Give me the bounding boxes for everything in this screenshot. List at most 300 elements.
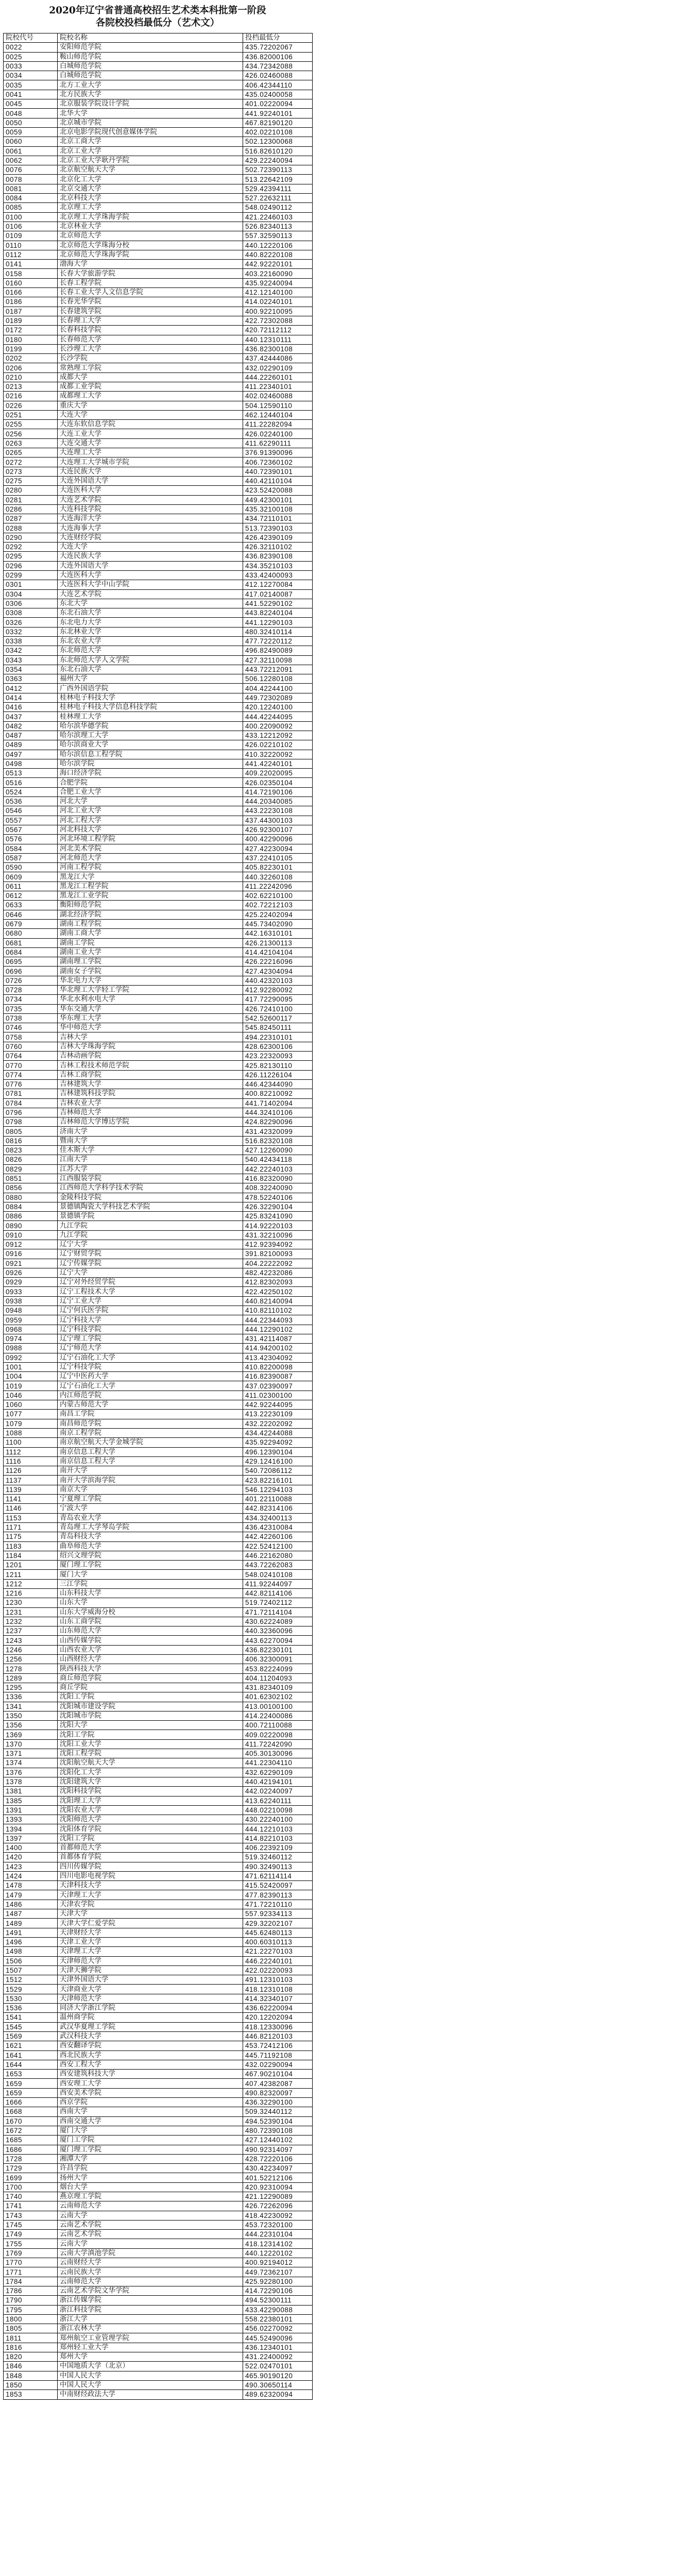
school-name-cell: 浙江传媒学院 (58, 2296, 243, 2305)
min-score-cell: 423.22320093 (243, 1052, 313, 1061)
table-row (4, 1541, 313, 1551)
school-code-cell: 1077 (4, 1410, 58, 1419)
table-row (4, 1353, 313, 1362)
min-score-cell: 444.32410106 (243, 1108, 313, 1117)
school-name-cell: 山东师范大学 (58, 1626, 243, 1636)
table-row (4, 1645, 313, 1654)
min-score-cell: 425.92280100 (243, 2277, 313, 2286)
school-code-cell: 1079 (4, 1419, 58, 1428)
school-code-cell: 1668 (4, 2107, 58, 2116)
min-score-cell: 443.82240104 (243, 608, 313, 618)
table-row (4, 684, 313, 693)
school-name-cell: 首都师范大学 (58, 1843, 243, 1853)
school-name-cell: 沈阳城市学院 (58, 1711, 243, 1720)
min-score-cell: 426.11226104 (243, 1070, 313, 1079)
school-name-cell: 南京信息工程大学 (58, 1456, 243, 1466)
min-score-cell: 427.42230094 (243, 844, 313, 853)
table-row (4, 2230, 313, 2239)
school-name-cell: 大连大学 (58, 543, 243, 552)
min-score-cell: 400.22090092 (243, 721, 313, 731)
min-score-cell: 453.82224099 (243, 1664, 313, 1673)
min-score-cell: 435.92240094 (243, 278, 313, 287)
school-name-cell: 首都体育学院 (58, 1853, 243, 1862)
school-name-cell: 大连医科大学中山学院 (58, 580, 243, 589)
table-row (4, 2277, 313, 2286)
table-row (4, 288, 313, 297)
page-title: 2020年辽宁省普通高校招生艺术类本科批第一阶段 (49, 5, 266, 16)
school-code-cell: 1393 (4, 1815, 58, 1824)
min-score-cell: 407.42382087 (243, 2079, 313, 2088)
min-score-cell: 482.42232086 (243, 1268, 313, 1277)
table-row (4, 1004, 313, 1013)
table-row (4, 1202, 313, 1211)
table-row (4, 1325, 313, 1334)
school-code-cell: 1212 (4, 1579, 58, 1588)
school-name-cell: 北京服装学院设计学院 (58, 99, 243, 109)
table-row (4, 1692, 313, 1702)
table-row (4, 467, 313, 476)
table-row (4, 1607, 313, 1617)
school-name-cell: 三江学院 (58, 1579, 243, 1588)
min-score-cell: 411.22340101 (243, 382, 313, 391)
table-row (4, 1079, 313, 1089)
min-score-cell: 426.92300107 (243, 825, 313, 834)
table-row (4, 589, 313, 599)
school-name-cell: 南京航空航天大学金城学院 (58, 1438, 243, 1447)
school-code-cell: 0992 (4, 1353, 58, 1362)
school-name-cell: 四川电影电视学院 (58, 1871, 243, 1880)
table-row (4, 1466, 313, 1476)
table-row (4, 1843, 313, 1853)
school-name-cell: 哈尔滨华德学院 (58, 721, 243, 731)
school-code-cell: 1256 (4, 1655, 58, 1664)
school-name-cell: 北京理工大学珠海学院 (58, 212, 243, 222)
table-row (4, 1730, 313, 1739)
table-row (4, 1655, 313, 1664)
min-score-cell: 471.62114114 (243, 1871, 313, 1880)
table-row (4, 1570, 313, 1579)
min-score-cell: 522.02470101 (243, 2362, 313, 2371)
table-row (4, 2164, 313, 2173)
table-row (4, 80, 313, 90)
school-code-cell: 0265 (4, 448, 58, 457)
school-code-cell: 0342 (4, 646, 58, 655)
min-score-cell: 426.42390109 (243, 533, 313, 542)
min-score-cell: 557.32590113 (243, 231, 313, 241)
min-score-cell: 490.92314097 (243, 2145, 313, 2154)
min-score-cell: 402.62210100 (243, 891, 313, 901)
school-code-cell: 1672 (4, 2126, 58, 2135)
min-score-cell: 416.82320090 (243, 1174, 313, 1183)
school-code-cell: 1394 (4, 1824, 58, 1834)
school-code-cell: 0172 (4, 326, 58, 335)
min-score-cell: 494.52390104 (243, 2116, 313, 2126)
min-score-cell: 409.02220098 (243, 1730, 313, 1739)
table-row (4, 2305, 313, 2314)
table-row (4, 1410, 313, 1419)
school-name-cell: 吉林大学 (58, 1032, 243, 1042)
school-name-cell: 辽宁科技大学 (58, 1315, 243, 1325)
school-name-cell: 东北石油大学 (58, 608, 243, 618)
table-row (4, 2013, 313, 2022)
school-code-cell: 0776 (4, 1079, 58, 1089)
school-name-cell: 吉林动画学院 (58, 1052, 243, 1061)
table-row (4, 2239, 313, 2248)
school-name-cell: 大连理工大学城市学院 (58, 457, 243, 467)
table-row (4, 486, 313, 495)
table-row (4, 1985, 313, 1994)
min-score-cell: 467.82190120 (243, 118, 313, 127)
min-score-cell: 431.22400092 (243, 2352, 313, 2362)
table-row (4, 1456, 313, 1466)
school-name-cell: 哈尔滨商业大学 (58, 740, 243, 750)
table-row (4, 570, 313, 580)
school-name-cell: 景德镇陶瓷大学科技艺术学院 (58, 1202, 243, 1211)
table-row (4, 1447, 313, 1456)
school-name-cell: 商丘师范学院 (58, 1673, 243, 1683)
school-name-cell: 北华大学 (58, 109, 243, 118)
min-score-cell: 406.72360102 (243, 457, 313, 467)
table-row (4, 1117, 313, 1127)
school-name-cell: 沈阳工程学院 (58, 1749, 243, 1758)
school-code-cell: 1729 (4, 2164, 58, 2173)
table-row (4, 1824, 313, 1834)
min-score-cell: 444.42244095 (243, 712, 313, 721)
school-code-cell: 0272 (4, 457, 58, 467)
min-score-cell: 434.32400113 (243, 1513, 313, 1522)
table-row (4, 1070, 313, 1079)
min-score-cell: 413.00100100 (243, 1702, 313, 1711)
table-row (4, 1739, 313, 1749)
school-code-cell: 0251 (4, 410, 58, 419)
school-name-cell: 辽宁理工学院 (58, 1334, 243, 1343)
table-row (4, 1136, 313, 1145)
min-score-cell: 519.32460112 (243, 1853, 313, 1862)
school-name-cell: 吉林工商学院 (58, 1070, 243, 1079)
table-row (4, 806, 313, 816)
school-code-cell: 0273 (4, 467, 58, 476)
table-row (4, 1532, 313, 1541)
table-row (4, 1334, 313, 1343)
min-score-cell: 453.72320100 (243, 2220, 313, 2229)
min-score-cell: 443.22230108 (243, 806, 313, 816)
school-name-cell: 北京工商大学 (58, 137, 243, 146)
table-row (4, 1296, 313, 1306)
school-name-cell: 大连理工大学 (58, 448, 243, 457)
school-code-cell: 1784 (4, 2277, 58, 2286)
school-name-cell: 景德镇学院 (58, 1212, 243, 1221)
min-score-cell: 434.72342088 (243, 61, 313, 71)
table-row (4, 1588, 313, 1598)
school-code-cell: 1743 (4, 2211, 58, 2220)
school-code-cell: 1146 (4, 1504, 58, 1513)
table-row (4, 552, 313, 561)
school-name-cell: 大连医科大学 (58, 486, 243, 495)
school-code-cell: 1641 (4, 2050, 58, 2060)
min-score-cell: 406.22392109 (243, 1843, 313, 1853)
table-row (4, 109, 313, 118)
table-row (4, 1344, 313, 1353)
school-code-cell: 0189 (4, 316, 58, 325)
school-name-cell: 天津理工大学 (58, 1890, 243, 1900)
min-score-cell: 444.12290102 (243, 1325, 313, 1334)
school-name-cell: 长沙学院 (58, 354, 243, 363)
min-score-cell: 529.42394111 (243, 184, 313, 193)
min-score-cell: 443.72212091 (243, 665, 313, 674)
school-code-cell: 1376 (4, 1768, 58, 1777)
table-row (4, 2258, 313, 2267)
min-score-cell: 526.82340113 (243, 222, 313, 231)
table-row (4, 2211, 313, 2220)
school-code-cell: 1139 (4, 1485, 58, 1494)
school-name-cell: 桂林电子科技大学信息科技学院 (58, 703, 243, 712)
school-name-cell: 河北美术学院 (58, 844, 243, 853)
school-code-cell: 0680 (4, 929, 58, 938)
school-code-cell: 1644 (4, 2060, 58, 2069)
min-score-cell: 425.83241090 (243, 1212, 313, 1221)
min-score-cell: 420.12202094 (243, 2013, 313, 2022)
school-code-cell: 1400 (4, 1843, 58, 1853)
table-row (4, 194, 313, 203)
table-row (4, 165, 313, 175)
school-code-cell: 1137 (4, 1476, 58, 1485)
school-name-cell: 吉林师范大学博达学院 (58, 1117, 243, 1127)
table-row (4, 2286, 313, 2295)
school-code-cell: 0758 (4, 1032, 58, 1042)
school-name-cell: 长春师范大学 (58, 335, 243, 344)
school-name-cell: 沈阳理工大学 (58, 1796, 243, 1805)
school-code-cell: 0684 (4, 947, 58, 957)
school-name-cell: 合肥工业大学 (58, 787, 243, 796)
min-score-cell: 376.91390096 (243, 448, 313, 457)
school-code-cell: 1820 (4, 2352, 58, 2362)
school-name-cell: 大连交通大学 (58, 438, 243, 448)
school-code-cell: 1141 (4, 1495, 58, 1504)
column-header-score: 投档最低分 (243, 33, 313, 43)
min-score-cell: 444.22260101 (243, 372, 313, 382)
school-name-cell: 浙江科技学院 (58, 2305, 243, 2314)
school-code-cell: 1420 (4, 1853, 58, 1862)
table-row (4, 175, 313, 184)
school-name-cell: 湖南工业大学 (58, 947, 243, 957)
school-name-cell: 北京工业大学 (58, 146, 243, 156)
school-code-cell: 0735 (4, 1004, 58, 1013)
min-score-cell: 414.22400086 (243, 1711, 313, 1720)
min-score-cell: 426.32290104 (243, 1202, 313, 1211)
school-code-cell: 0202 (4, 354, 58, 363)
school-code-cell: 0299 (4, 570, 58, 580)
school-name-cell: 云南艺术学院 (58, 2230, 243, 2239)
table-row (4, 1890, 313, 1900)
school-code-cell: 0929 (4, 1278, 58, 1287)
min-score-cell: 440.72390101 (243, 467, 313, 476)
school-code-cell: 0774 (4, 1070, 58, 1079)
min-score-cell: 491.12310103 (243, 1975, 313, 1985)
min-score-cell: 414.82210103 (243, 1834, 313, 1843)
min-score-cell: 431.42114087 (243, 1334, 313, 1343)
table-row (4, 2004, 313, 2013)
school-name-cell: 曲阜师范大学 (58, 1541, 243, 1551)
school-code-cell: 0166 (4, 288, 58, 297)
school-code-cell: 0584 (4, 844, 58, 853)
school-code-cell: 0280 (4, 486, 58, 495)
min-score-cell: 400.60310113 (243, 1937, 313, 1946)
school-code-cell: 0536 (4, 797, 58, 806)
min-score-cell: 426.72262096 (243, 2201, 313, 2211)
min-score-cell: 426.02460088 (243, 71, 313, 80)
school-code-cell: 1512 (4, 1975, 58, 1985)
min-score-cell: 429.22240094 (243, 156, 313, 165)
min-score-cell: 496.12390104 (243, 1447, 313, 1456)
min-score-cell: 412.12140100 (243, 288, 313, 297)
school-name-cell: 沈阳工学院 (58, 1834, 243, 1843)
school-name-cell: 南昌师范学院 (58, 1419, 243, 1428)
min-score-cell: 403.22160090 (243, 269, 313, 278)
table-row (4, 2098, 313, 2107)
school-code-cell: 1088 (4, 1428, 58, 1437)
school-code-cell: 1741 (4, 2201, 58, 2211)
table-row (4, 1032, 313, 1042)
table-row (4, 1306, 313, 1315)
school-name-cell: 大连工业大学 (58, 429, 243, 438)
school-code-cell: 0048 (4, 109, 58, 118)
min-score-cell: 436.82000106 (243, 52, 313, 61)
school-name-cell: 沈阳体育学院 (58, 1824, 243, 1834)
table-row (4, 429, 313, 438)
school-name-cell: 辽宁财贸学院 (58, 1249, 243, 1259)
school-name-cell: 黑龙江大学 (58, 872, 243, 882)
school-code-cell: 0567 (4, 825, 58, 834)
table-row (4, 1315, 313, 1325)
school-name-cell: 云南大学滇池学院 (58, 2248, 243, 2258)
table-row (4, 71, 313, 80)
table-row (4, 1013, 313, 1023)
school-code-cell: 0187 (4, 307, 58, 316)
school-name-cell: 云南民族大学 (58, 2267, 243, 2277)
school-code-cell: 1230 (4, 1598, 58, 1607)
school-name-cell: 渤海大学 (58, 260, 243, 269)
table-row (4, 2371, 313, 2380)
table-row (4, 1900, 313, 1909)
school-code-cell: 1536 (4, 2004, 58, 2013)
table-row (4, 882, 313, 891)
table-row (4, 1419, 313, 1428)
school-code-cell: 1700 (4, 2182, 58, 2192)
school-name-cell: 武汉科技大学 (58, 2031, 243, 2041)
school-code-cell: 0256 (4, 429, 58, 438)
min-score-cell: 558.22380101 (243, 2314, 313, 2324)
min-score-cell: 490.32490113 (243, 1862, 313, 1871)
min-score-cell: 431.42320099 (243, 1127, 313, 1136)
school-code-cell: 0760 (4, 1042, 58, 1051)
school-name-cell: 大连民族大学 (58, 552, 243, 561)
school-code-cell: 0290 (4, 533, 58, 542)
table-row (4, 2173, 313, 2182)
school-code-cell: 0033 (4, 61, 58, 71)
school-name-cell: 大连医科大学 (58, 570, 243, 580)
school-name-cell: 云南师范大学 (58, 2201, 243, 2211)
min-score-cell: 426.02240100 (243, 429, 313, 438)
school-name-cell: 东北林业大学 (58, 627, 243, 636)
min-score-cell: 405.82230101 (243, 863, 313, 872)
min-score-cell: 418.12330096 (243, 2022, 313, 2031)
school-name-cell: 燕京理工学院 (58, 2192, 243, 2201)
min-score-cell: 426.32110102 (243, 543, 313, 552)
table-row (4, 919, 313, 928)
table-row (4, 2022, 313, 2031)
table-row (4, 1278, 313, 1287)
min-score-cell: 441.22304110 (243, 1758, 313, 1768)
min-score-cell: 424.82290096 (243, 1117, 313, 1127)
table-row (4, 1513, 313, 1522)
school-code-cell: 1491 (4, 1928, 58, 1937)
school-name-cell: 辽宁传媒学院 (58, 1259, 243, 1268)
min-score-cell: 401.52212106 (243, 2173, 313, 2182)
school-code-cell: 0826 (4, 1155, 58, 1164)
table-row (4, 2116, 313, 2126)
table-row (4, 326, 313, 335)
table-row (4, 1089, 313, 1098)
school-name-cell: 长春建筑学院 (58, 307, 243, 316)
min-score-cell: 437.42444086 (243, 354, 313, 363)
school-name-cell: 天津财经大学 (58, 1928, 243, 1937)
table-row (4, 1287, 313, 1296)
school-code-cell: 0216 (4, 392, 58, 401)
school-name-cell: 沈阳师范大学 (58, 1815, 243, 1824)
school-code-cell: 1341 (4, 1702, 58, 1711)
school-code-cell: 0482 (4, 721, 58, 731)
school-name-cell: 山西传媒学院 (58, 1636, 243, 1645)
school-code-cell: 0301 (4, 580, 58, 589)
school-code-cell: 0746 (4, 1023, 58, 1032)
school-code-cell: 0695 (4, 957, 58, 967)
min-score-cell: 440.42194101 (243, 1777, 313, 1786)
table-row (4, 995, 313, 1004)
school-name-cell: 西安工程大学 (58, 2060, 243, 2069)
school-name-cell: 北京城市学院 (58, 118, 243, 127)
table-row (4, 2267, 313, 2277)
min-score-cell: 465.90190120 (243, 2371, 313, 2380)
table-row (4, 1183, 313, 1193)
school-name-cell: 长春理工大学 (58, 316, 243, 325)
school-code-cell: 0974 (4, 1334, 58, 1343)
table-row (4, 2333, 313, 2343)
school-code-cell: 1670 (4, 2116, 58, 2126)
table-row (4, 947, 313, 957)
school-name-cell: 白城师范学院 (58, 61, 243, 71)
min-score-cell: 422.72302088 (243, 316, 313, 325)
table-row (4, 1042, 313, 1051)
school-code-cell: 1479 (4, 1890, 58, 1900)
school-name-cell: 华北水利水电大学 (58, 995, 243, 1004)
table-row (4, 2220, 313, 2229)
school-code-cell: 1498 (4, 1947, 58, 1956)
min-score-cell: 435.32100108 (243, 504, 313, 514)
school-name-cell: 厦门理工学院 (58, 2145, 243, 2154)
table-row (4, 2380, 313, 2389)
score-table (3, 33, 313, 2400)
school-name-cell: 福州大学 (58, 674, 243, 684)
min-score-cell: 414.42104104 (243, 947, 313, 957)
min-score-cell: 431.82340109 (243, 1683, 313, 1692)
school-name-cell: 黑龙江工业学院 (58, 891, 243, 901)
table-row (4, 448, 313, 457)
school-code-cell: 0078 (4, 175, 58, 184)
table-row (4, 1626, 313, 1636)
min-score-cell: 548.02410108 (243, 1570, 313, 1579)
school-name-cell: 华东交通大学 (58, 1004, 243, 1013)
school-code-cell: 0726 (4, 976, 58, 985)
